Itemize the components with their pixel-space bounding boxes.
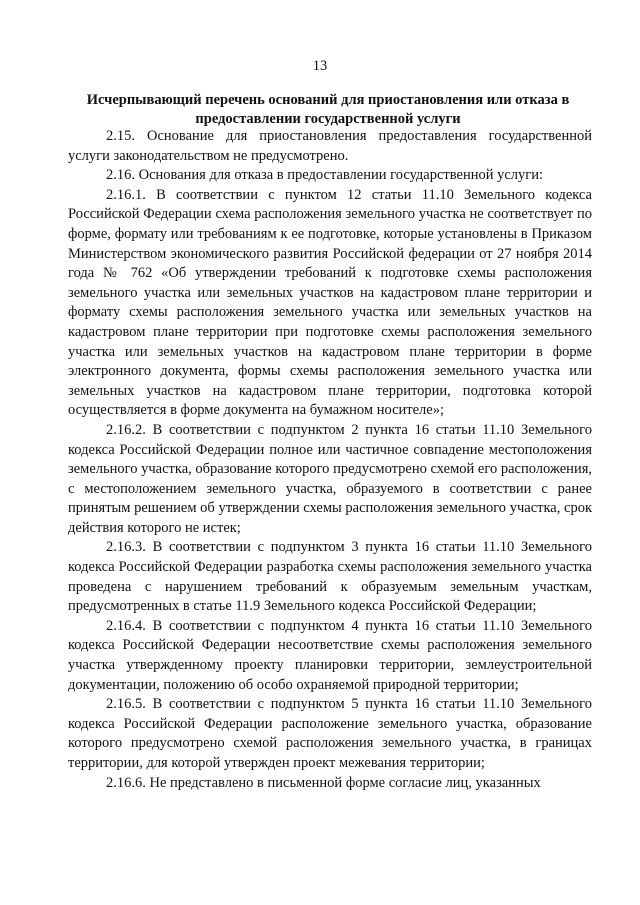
paragraph-2-16-3: 2.16.3. В соответствии с подпунктом 3 пункта 16 статьи 11.10 Земельного кодекса Российской Федерации разработка схемы расположения земельного участка проведена с нарушением требований к образуемым земельным участкам, предусмотренных в статье 11.9 Земельного кодекса Российской Федерации; [68,539,592,615]
paragraph-2-16-1: 2.16.1. В соответствии с пунктом 12 статьи 11.10 Земельного кодекса Российской Федерации схема расположения земельного участка не соответствует по форме, формату или требованиям к ее подготовке, которые установлены в Приказом Министерством экономического развития Российской федерации от 27 ноября 2014 года № 762 «Об утверждении требований к подготовке схемы расположения земельного участка или земельных участков на кадастровом плане территории и формату схемы расположения земельного участка или земельных участков на кадастровом плане территории при подготовке схемы расположения земельного участка или земельных участков на кадастровом плане территории в форме электронного документа, формы схемы расположения земельного участка или земельных участков на кадастровом плане территории, подготовка которой осуществляется в форме документа на бумажном носителе»; [68,186,592,419]
section-heading: Исчерпывающий перечень оснований для приостановления или отказа в предоставлении государственной услуги [86,92,570,127]
paragraph-2-16: 2.16. Основания для отказа в предоставлении государственной услуги: [106,167,544,184]
paragraph-2-16-6: 2.16.6. Не представлено в письменной форме согласие лиц, указанных [106,774,541,791]
paragraph-2-16-5: 2.16.5. В соответствии с подпунктом 5 пункта 16 статьи 11.10 Земельного кодекса Российской Федерации расположение земельного участка, образование которого предусмотрено схемой расположения земельного участка, в границах территории, для которой утвержден проект межевания территории; [68,696,592,771]
paragraph-2-15: 2.15. Основание для приостановления предоставления государственной услуги законодательством не предусмотрено. [68,128,592,164]
body-text [68,127,592,793]
paragraph-2-16-4: 2.16.4. В соответствии с подпунктом 4 пункта 16 статьи 11.10 Земельного кодекса Российской Федерации несоответствие схемы расположения земельного участка утвержденному проекту планировки территории, землеустроительной документации, положению об особо охраняемой природной территории; [68,617,592,693]
page-number: 13 [312,58,328,74]
paragraph-2-16-2: 2.16.2. В соответствии с подпунктом 2 пункта 16 статьи 11.10 Земельного кодекса Российской Федерации полное или частичное совпадение местоположения земельного участка, образование которого предусмотрено схемой его расположения, с местоположением земельного участка, образуемого в соответствии с ранее принятым решением об утверждении схемы расположения земельного участка, срок действия которого не истек; [68,421,592,536]
